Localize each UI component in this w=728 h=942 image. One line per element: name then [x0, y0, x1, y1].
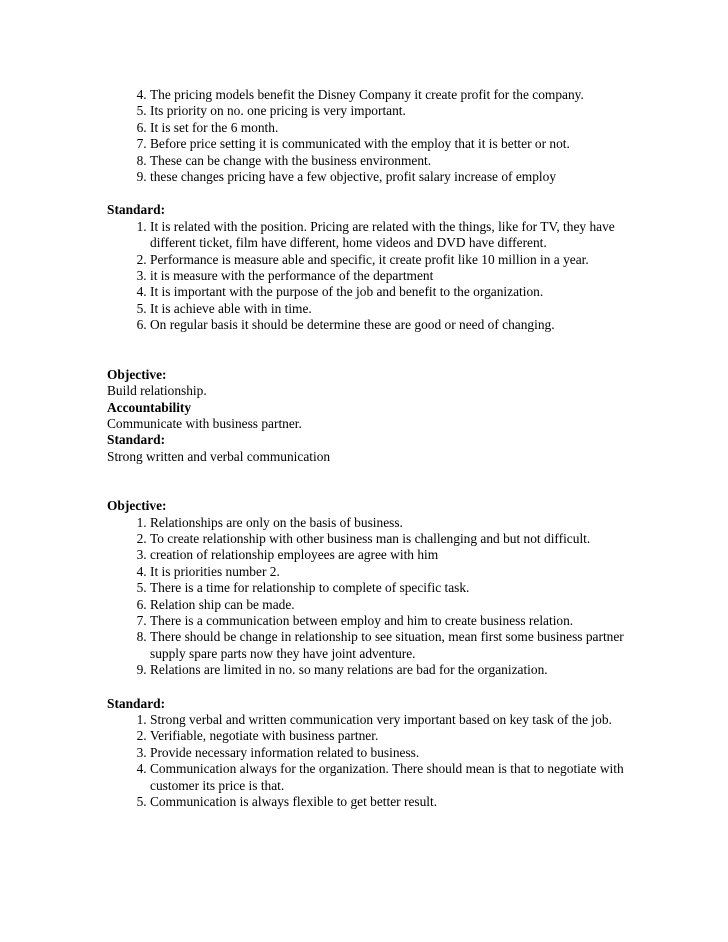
list-item: 1. Strong verbal and written communication very important based on key task of the job. [150, 712, 627, 728]
list-item: 3. Provide necessary information related to business. [150, 745, 627, 761]
accountability-text: Communicate with business partner. [107, 415, 302, 431]
list-item: 5. Its priority on no. one pricing is very important. [150, 103, 627, 119]
standard-list [107, 712, 627, 810]
list-item: 7. Before price setting it is communicated with the employ that it is better or not. [150, 136, 627, 152]
list-item: 2. Performance is measure able and specific, it create profit like 10 million in a year. [150, 252, 627, 268]
list-item: 5. Communication is always flexible to get better result. [150, 794, 627, 810]
list-item: 4. It is priorities number 2. [150, 564, 627, 580]
list-item: 5. There is a time for relationship to complete of specific task. [150, 580, 627, 596]
standard-heading: Standard: [107, 695, 166, 711]
list-item: 7. There is a communication between employ and him to create business relation. [150, 613, 627, 629]
list-item: 8. These can be change with the business environment. [150, 153, 627, 169]
objective-heading: Objective: [107, 498, 167, 514]
list-item: 1. Relationships are only on the basis of business. [150, 515, 627, 531]
list-item: 9. these changes pricing have a few objective, profit salary increase of employ [150, 169, 627, 185]
list-item: 8. There should be change in relationship to see situation, mean first some business partner supply spare parts now they have joint adventure. [150, 629, 627, 662]
standard-text: Strong written and verbal communication [107, 448, 331, 464]
objective-text: Build relationship. [107, 383, 207, 399]
standard-heading: Standard: [107, 432, 166, 448]
accountability-heading: Accountability [107, 399, 192, 415]
list-item: 6. On regular basis it should be determine these are good or need of changing. [150, 317, 627, 333]
pricing-list-continued [107, 87, 627, 185]
list-item: 6. It is set for the 6 month. [150, 120, 627, 136]
list-item: 2. To create relationship with other business man is challenging and but not difficult. [150, 531, 627, 547]
list-item: 5. It is achieve able with in time. [150, 301, 627, 317]
list-item: 2. Verifiable, negotiate with business partner. [150, 728, 627, 744]
objective-heading: Objective: [107, 366, 167, 382]
list-item: 4. The pricing models benefit the Disney Company it create profit for the company. [150, 87, 627, 103]
list-item: 9. Relations are limited in no. so many relations are bad for the organization. [150, 662, 627, 678]
standard-list [107, 219, 627, 334]
list-item: 3. creation of relationship employees are agree with him [150, 547, 627, 563]
list-item: 4. Communication always for the organization. There should mean is that to negotiate with customer its price is that. [150, 761, 627, 794]
objective-list [107, 515, 627, 679]
list-item: 4. It is important with the purpose of the job and benefit to the organization. [150, 284, 627, 300]
standard-heading: Standard: [107, 202, 166, 218]
document-page [107, 87, 627, 810]
list-item: 6. Relation ship can be made. [150, 597, 627, 613]
list-item: 1. It is related with the position. Pricing are related with the things, like for TV, they have different ticket, film have different, home videos and DVD have different. [150, 219, 627, 252]
list-item: 3. it is measure with the performance of the department [150, 268, 627, 284]
